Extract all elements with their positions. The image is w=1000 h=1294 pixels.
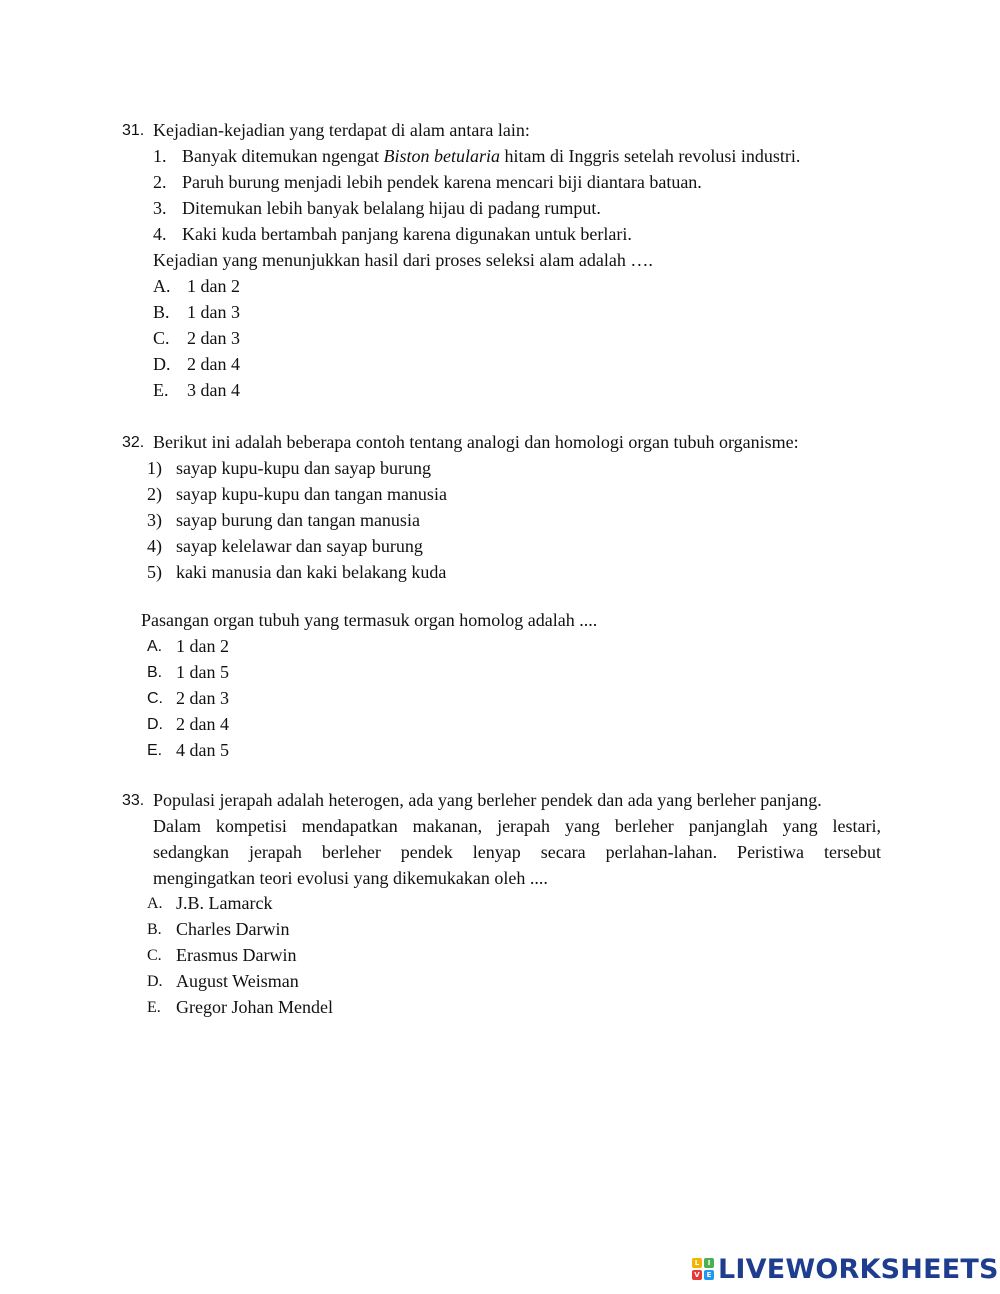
option-text: J.B. Lamarck	[176, 893, 273, 913]
option-letter: B.	[147, 664, 163, 681]
statement-number: 1)	[147, 458, 162, 478]
option-text: 2 dan 4	[187, 354, 240, 374]
statement-number: 1.	[153, 146, 167, 166]
logo-blocks-icon	[692, 1258, 714, 1280]
option-letter: E.	[147, 999, 161, 1016]
option-text: 2 dan 3	[176, 688, 229, 708]
question-stem-line: Dalam kompetisi mendapatkan makanan, jerapah yang berleher panjanglah yang lestari,	[153, 816, 881, 836]
statement-text: Paruh burung menjadi lebih pendek karena mencari biji diantara batuan.	[182, 172, 702, 192]
question-stem-line: Populasi jerapah adalah heterogen, ada yang berleher pendek dan ada yang berleher panjang.	[153, 790, 822, 810]
question-stem: Kejadian-kejadian yang terdapat di alam antara lain:	[153, 120, 530, 140]
logo-block: L	[692, 1258, 702, 1268]
logo-block: E	[704, 1270, 714, 1280]
question-prompt: Pasangan organ tubuh yang termasuk organ homolog adalah ....	[141, 610, 598, 630]
statement-text: sayap burung dan tangan manusia	[176, 510, 420, 530]
option-text: 2 dan 4	[176, 714, 229, 734]
option-text: 1 dan 3	[187, 302, 240, 322]
statement-text: kaki manusia dan kaki belakang kuda	[176, 562, 447, 582]
question-number: 31.	[122, 122, 145, 139]
logo-text: LIVEWORKSHEETS	[718, 1253, 999, 1285]
option-letter: D.	[153, 354, 171, 374]
question-stem-line: sedangkan jerapah berleher pendek lenyap secara perlahan-lahan. Peristiwa tersebut	[153, 842, 881, 862]
question-prompt: Kejadian yang menunjukkan hasil dari proses seleksi alam adalah ….	[153, 250, 653, 270]
liveworksheets-logo	[692, 1253, 999, 1285]
statement-number: 3.	[153, 198, 167, 218]
option-text: August Weisman	[176, 971, 299, 991]
question-number: 32.	[122, 434, 145, 451]
question-stem: Berikut ini adalah beberapa contoh tentang analogi dan homologi organ tubuh organisme:	[153, 432, 799, 452]
statement-number: 4.	[153, 224, 167, 244]
option-text: 1 dan 5	[176, 662, 229, 682]
option-letter: D.	[147, 973, 163, 990]
statement-text: sayap kupu-kupu dan tangan manusia	[176, 484, 447, 504]
logo-block: V	[692, 1270, 702, 1280]
option-letter: A.	[147, 638, 163, 655]
question-stem-line: mengingatkan teori evolusi yang dikemukakan oleh ....	[153, 868, 548, 888]
statement-text: sayap kupu-kupu dan sayap burung	[176, 458, 431, 478]
statement-text: Kaki kuda bertambah panjang karena digunakan untuk berlari.	[182, 224, 632, 244]
option-letter: E.	[153, 380, 169, 400]
option-text: Gregor Johan Mendel	[176, 997, 333, 1017]
option-text: 4 dan 5	[176, 740, 229, 760]
statement-number: 5)	[147, 562, 162, 582]
statement-text: sayap kelelawar dan sayap burung	[176, 536, 423, 556]
option-letter: A.	[147, 895, 163, 912]
option-text: Erasmus Darwin	[176, 945, 297, 965]
question-number: 33.	[122, 792, 145, 809]
option-letter: A.	[153, 276, 171, 296]
logo-block: I	[704, 1258, 714, 1268]
option-text: 2 dan 3	[187, 328, 240, 348]
option-letter: B.	[153, 302, 170, 322]
option-text: 1 dan 2	[176, 636, 229, 656]
option-letter: E.	[147, 742, 163, 759]
statement-number: 3)	[147, 510, 162, 530]
statement-text: Ditemukan lebih banyak belalang hijau di padang rumput.	[182, 198, 601, 218]
option-text: 1 dan 2	[187, 276, 240, 296]
species-name: Biston betularia	[383, 146, 500, 166]
option-letter: C.	[147, 690, 163, 707]
statement-number: 2)	[147, 484, 162, 504]
statement-number: 4)	[147, 536, 162, 556]
option-letter: D.	[147, 716, 163, 733]
option-letter: C.	[147, 947, 162, 964]
option-letter: B.	[147, 921, 162, 938]
option-text: Charles Darwin	[176, 919, 290, 939]
option-text: 3 dan 4	[187, 380, 240, 400]
statement-text: Banyak ditemukan ngengat Biston betularia hitam di Inggris setelah revolusi industri.	[182, 146, 801, 166]
option-letter: C.	[153, 328, 170, 348]
statement-number: 2.	[153, 172, 167, 192]
